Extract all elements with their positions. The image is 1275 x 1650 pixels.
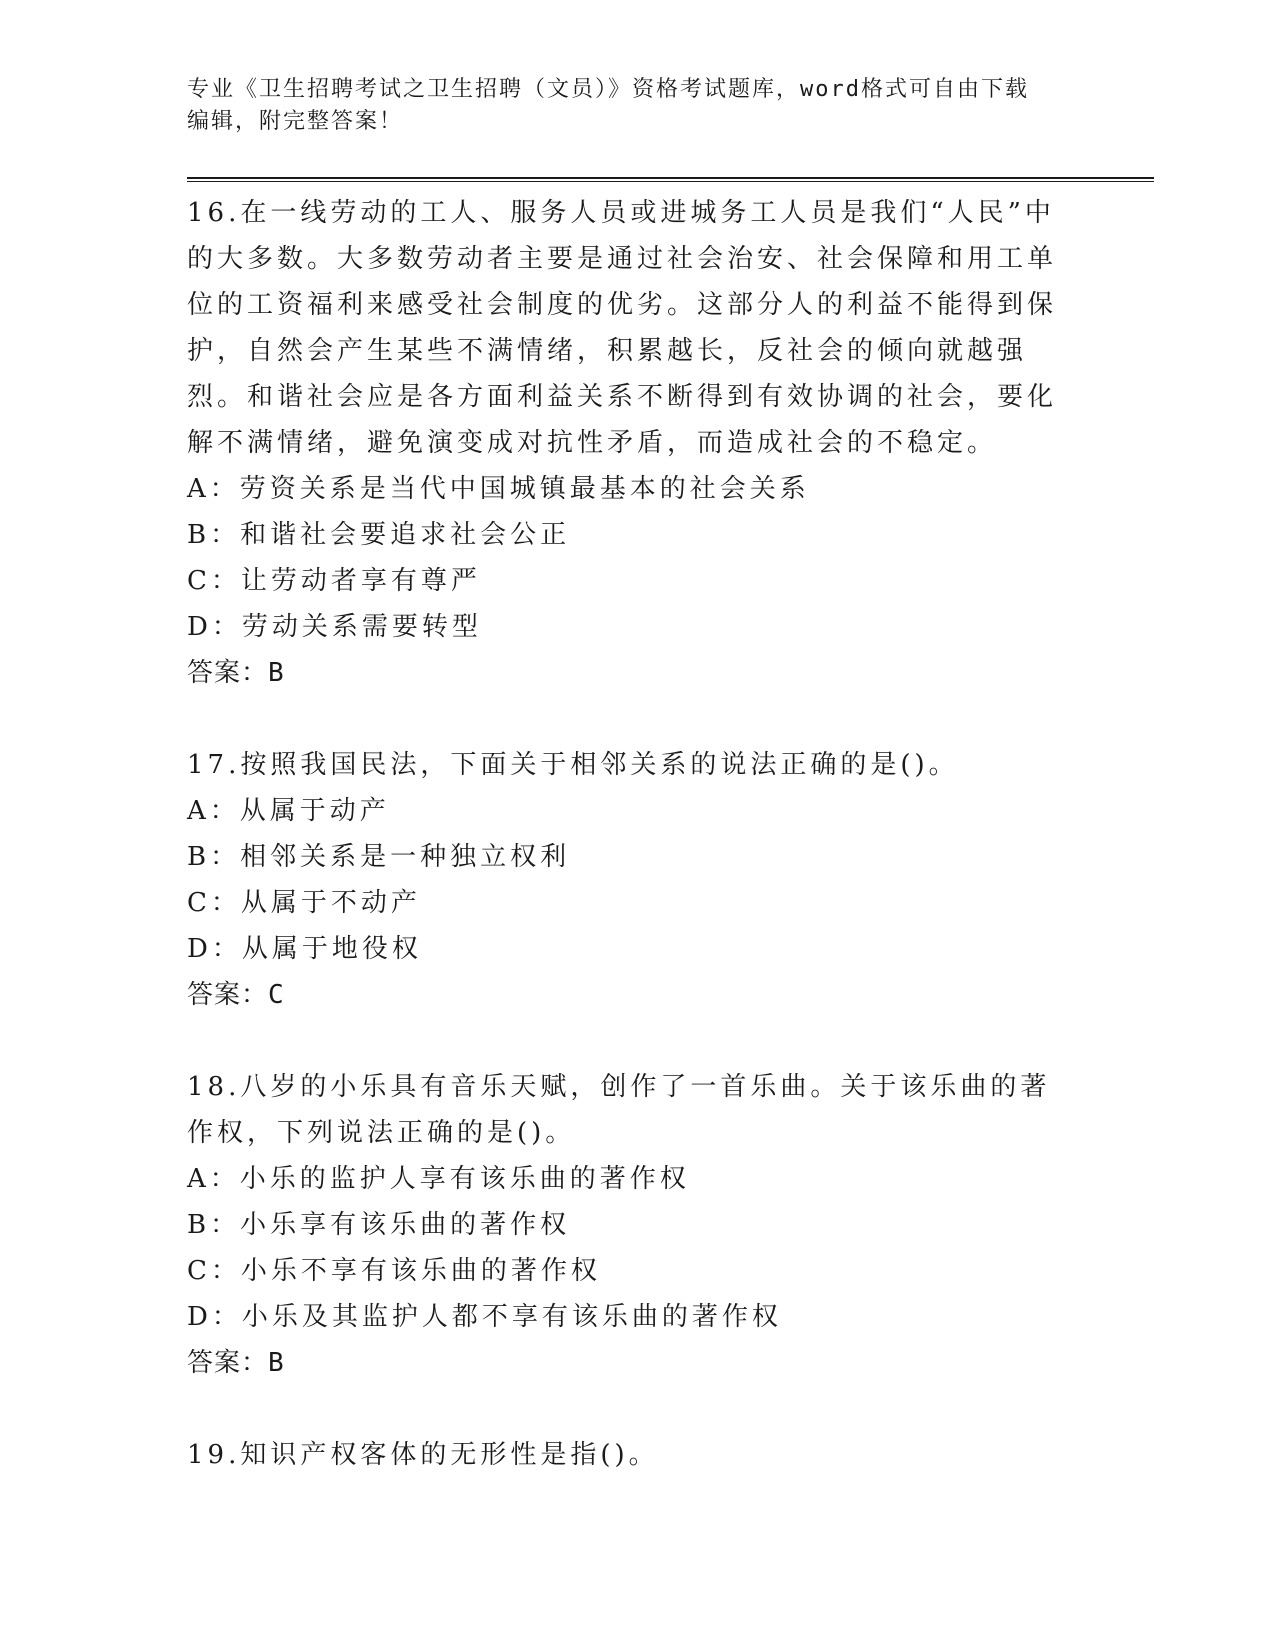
option-c: C：让劳动者享有尊严 — [187, 566, 481, 596]
document-header — [187, 74, 1067, 138]
option-b: B：小乐享有该乐曲的著作权 — [187, 1210, 571, 1240]
header-line-2: 编辑，附完整答案！ — [187, 109, 404, 134]
question-16 — [187, 190, 1077, 696]
option-a: A：小乐的监护人享有该乐曲的著作权 — [187, 1164, 690, 1194]
option-d: D：小乐及其监护人都不享有该乐曲的著作权 — [187, 1302, 782, 1332]
question-text: 16.在一线劳动的工人、服务人员或进城务工人员是我们“人民”中的大多数。大多数劳动者主要是通过社会治安、社会保障和用工单位的工资福利来感受社会制度的优劣。这部分人的利益不能得到保护，自然会产生某些不满情绪，积累越长，反社会的倾向就越强烈。和谐社会应是各方面利益关系不断得到有效协调的社会，要化解不满情绪，避免演变成对抗性矛盾，而造成社会的不稳定。 — [187, 198, 1058, 458]
answer-line: 答案：B — [187, 658, 285, 688]
question-list — [187, 190, 1077, 1478]
spacer — [187, 696, 1077, 742]
option-c: C：从属于不动产 — [187, 888, 421, 918]
question-text: 18.八岁的小乐具有音乐天赋，创作了一首乐曲。关于该乐曲的著作权，下列说法正确的是()。 — [187, 1072, 1051, 1148]
header-line-1: 专业《卫生招聘考试之卫生招聘（文员）》资格考试题库，word格式可自由下载 — [187, 77, 1029, 102]
option-a: A：从属于动产 — [187, 796, 390, 826]
option-d: D：劳动关系需要转型 — [187, 612, 482, 642]
header-divider — [187, 177, 1154, 182]
spacer — [187, 1386, 1077, 1432]
option-a: A：劳资关系是当代中国城镇最基本的社会关系 — [187, 474, 810, 504]
answer-line: 答案：C — [187, 980, 285, 1010]
question-19 — [187, 1432, 1077, 1478]
question-text: 19.知识产权客体的无形性是指()。 — [187, 1440, 659, 1470]
option-b: B：和谐社会要追求社会公正 — [187, 520, 571, 550]
option-b: B：相邻关系是一种独立权利 — [187, 842, 571, 872]
question-17 — [187, 742, 1077, 1018]
question-18 — [187, 1064, 1077, 1386]
option-d: D：从属于地役权 — [187, 934, 422, 964]
question-text: 17.按照我国民法，下面关于相邻关系的说法正确的是()。 — [187, 750, 959, 780]
option-c: C：小乐不享有该乐曲的著作权 — [187, 1256, 601, 1286]
spacer — [187, 1018, 1077, 1064]
answer-line: 答案：B — [187, 1348, 285, 1378]
